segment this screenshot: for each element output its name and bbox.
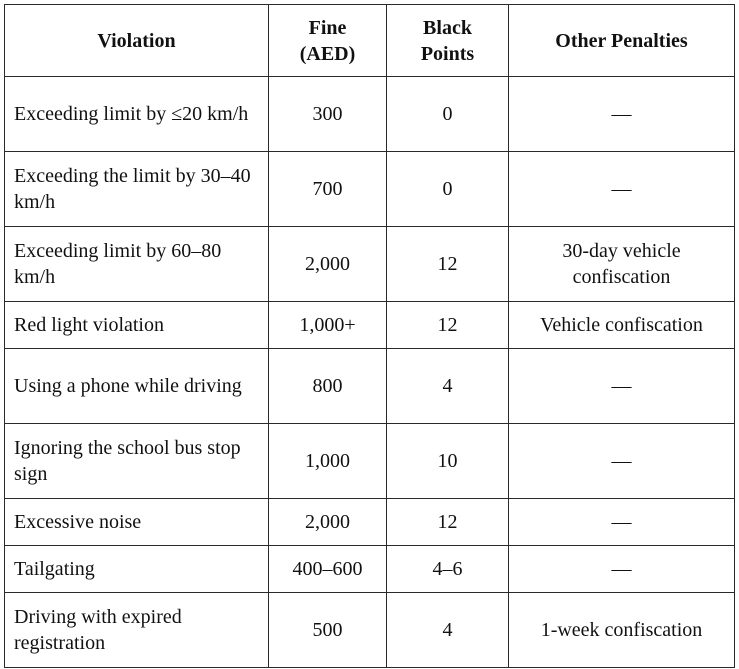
points-cell: 12 — [387, 227, 509, 302]
table-row — [5, 593, 735, 668]
other-penalty-cell: — — [509, 152, 735, 227]
points-cell: 12 — [387, 302, 509, 349]
violation-cell: Exceeding limit by ≤20 km/h — [5, 77, 269, 152]
points-cell: 0 — [387, 152, 509, 227]
points-cell: 4–6 — [387, 546, 509, 593]
fine-cell: 2,000 — [269, 227, 387, 302]
fine-cell: 700 — [269, 152, 387, 227]
other-penalty-cell: — — [509, 424, 735, 499]
violation-cell: Exceeding limit by 60–80 km/h — [5, 227, 269, 302]
table-row — [5, 152, 735, 227]
fine-cell: 500 — [269, 593, 387, 668]
violation-cell: Ignoring the school bus stop sign — [5, 424, 269, 499]
points-cell: 4 — [387, 349, 509, 424]
other-penalty-cell: 30-day vehicle confiscation — [509, 227, 735, 302]
violation-cell: Tailgating — [5, 546, 269, 593]
fine-cell: 1,000+ — [269, 302, 387, 349]
header-points-line1: Black — [423, 16, 472, 39]
fine-cell: 400–600 — [269, 546, 387, 593]
fine-cell: 1,000 — [269, 424, 387, 499]
other-penalty-cell: — — [509, 499, 735, 546]
table-row — [5, 302, 735, 349]
violation-cell: Excessive noise — [5, 499, 269, 546]
header-other-penalties: Other Penalties — [509, 5, 735, 77]
other-penalty-cell: 1-week confiscation — [509, 593, 735, 668]
violation-cell: Red light violation — [5, 302, 269, 349]
header-points-line2: Points — [420, 42, 475, 65]
points-cell: 4 — [387, 593, 509, 668]
table-row — [5, 77, 735, 152]
other-penalty-cell: Vehicle confiscation — [509, 302, 735, 349]
points-cell: 10 — [387, 424, 509, 499]
table-row — [5, 546, 735, 593]
violation-cell: Driving with expired registration — [5, 593, 269, 668]
table-row — [5, 349, 735, 424]
header-fine — [269, 5, 387, 77]
header-black-points — [387, 5, 509, 77]
other-penalty-cell: — — [509, 546, 735, 593]
table-row — [5, 499, 735, 546]
table-row — [5, 424, 735, 499]
traffic-fines-table — [4, 4, 735, 668]
points-cell: 0 — [387, 77, 509, 152]
fine-cell: 2,000 — [269, 499, 387, 546]
fine-cell: 300 — [269, 77, 387, 152]
fine-cell: 800 — [269, 349, 387, 424]
violation-cell: Using a phone while driving — [5, 349, 269, 424]
header-fine-line2: (AED) — [299, 42, 356, 65]
table-row — [5, 227, 735, 302]
violation-cell: Exceeding the limit by 30–40 km/h — [5, 152, 269, 227]
points-cell: 12 — [387, 499, 509, 546]
header-violation: Violation — [5, 5, 269, 77]
other-penalty-cell: — — [509, 349, 735, 424]
header-fine-line1: Fine — [308, 16, 347, 39]
other-penalty-cell: — — [509, 77, 735, 152]
header-row — [5, 5, 735, 77]
